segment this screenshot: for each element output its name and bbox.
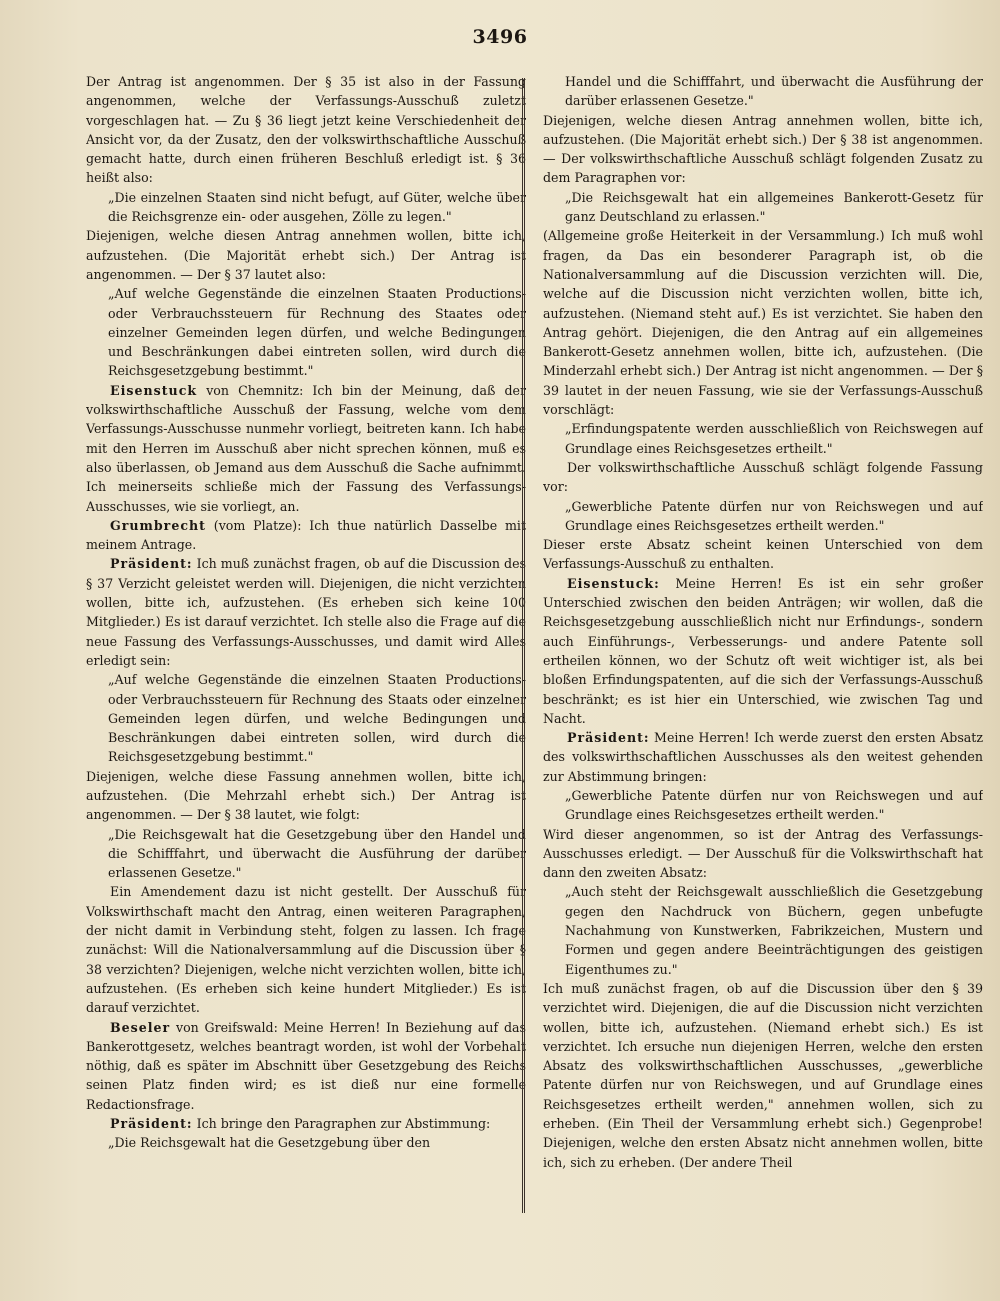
speech-paragraph [86, 1114, 526, 1133]
quoted-paragraph-text: „Auch steht der Reichsgewalt ausschließlich die Gesetzgebung gegen den Nachdruck von Büchern, gegen unbefugte Nachahmung von Kunstwerken, Fabrikzeichen, Mustern und Formen und gegen andere Beeinträchtigungen des geistigen Eigenthumes zu." [565, 884, 983, 977]
body-paragraph: Der Antrag ist angenommen. Der § 35 ist also in der Fassung angenommen, welche der Verfassungs-Ausschuß zuletzt vorgeschlagen hat. — Zu § 36 liegt jetzt keine Verschiedenheit der Ansicht vor, da der Zusatz, den der volkswirthschaftliche Ausschuß gemacht hatte, durch einen früheren Beschluß erledigt ist. § 36 heißt also: [86, 74, 526, 186]
quoted-paragraph-text: „Erfindungspatente werden ausschließlich von Reichswegen auf Grundlage eines Reichsgesetzes ertheilt." [565, 421, 983, 456]
speech-text: Ich bin der Meinung, daß der volkswirthschaftliche Ausschuß der Fassung, welche vom dem Verfassungs-Ausschusse nunmehr vorliegt, beitreten kann. Ich habe mit den Herren im Ausschuß aber nicht sprechen können, muß es also überlassen, ob Jemand aus dem Ausschuß die Sache aufnimmt. Ich meinerseits schließe mich der Fassung des Verfassungs-Ausschusses, wie sie vorliegt, an. [86, 382, 526, 514]
speaker-name: Beseler [110, 1019, 171, 1035]
quoted-paragraph-text: „Die einzelnen Staaten sind nicht befugt, auf Güter, welche über die Reichsgrenze ein- oder ausgehen, Zölle zu legen." [108, 189, 526, 225]
speech-paragraph [86, 1018, 526, 1114]
speaker-name: Eisenstuck: [567, 575, 660, 591]
speech-paragraph [543, 574, 983, 728]
quoted-paragraph-text: „Gewerbliche Patente dürfen nur von Reichswegen und auf Grundlage eines Reichsgesetzes ertheilt werden." [565, 787, 983, 823]
left-column [86, 72, 526, 1232]
body-paragraph: Diejenigen, welche diesen Antrag annehmen wollen, bitte ich, aufzustehen. (Die Majorität erhebt sich.) Der Antrag ist angenommen. — Der § 37 lautet also: [86, 228, 526, 282]
speaker-origin: (vom Platze): [205, 517, 302, 533]
speech-text: Ich bringe den Paragraphen zur Abstimmung: [192, 1116, 491, 1132]
speaker-name: Präsident: [110, 1116, 193, 1132]
speaker-name: Eisenstuck [110, 382, 198, 398]
quoted-paragraph-text: „Auf welche Gegenstände die einzelnen Staaten Productions- oder Verbrauchssteuern für Rechnung des Staats oder einzelner Gemeinden legen dürfen, und welche Bedingungen und Beschränkungen dabei eintreten sollen, wird durch die Reichsgesetzgebung bestimmt." [108, 672, 526, 765]
speech-text: Meine Herren! Es ist ein sehr großer Unterschied zwischen den beiden Anträgen; wir wollen, daß die Reichsgesetzgebung ausschließlich nicht nur Erfindungs-, sondern auch Einführungs-, Verbesserungs- und andere Patente soll ertheilen können, wo der Schutz oft weit wichtiger ist, als bei bloßen Erfindungspatenten, auf die sich der Verfassungs-Ausschuß beschränkt; es ist hier ein Unterschied, wie zwischen Tag und Nacht. [543, 575, 983, 726]
speech-text: Ich thue natürlich Dasselbe mit meinem Antrage. [86, 517, 526, 553]
speech-paragraph [86, 516, 526, 555]
body-paragraph: Diejenigen, welche diese Fassung annehmen wollen, bitte ich, aufzustehen. (Die Mehrzahl erhebt sich.) Der Antrag ist angenommen. — Der § 38 lautet, wie folgt: [86, 768, 526, 823]
column-divider [522, 78, 525, 1213]
body-paragraph: Ich muß zunächst fragen, ob auf die Discussion über den § 39 verzichtet wird. Diejenigen, die auf die Discussion nicht verzichten wollen, bitte ich, aufzustehen. (Niemand erhebt sich.) Es ist verzichtet. Ich ersuche nun diejenigen Herren, welche den ersten Absatz des volkswirthschaftlichen Ausschusses, „gewerbliche Patente dürfen nur von Reichswegen, und auf Grundlage eines Reichsgesetzes ertheilt werden," annehmen wollen, sich zu erheben. (Ein Theil der Versammlung erhebt sich.) Gegenprobe! Diejenigen, welche den ersten Absatz nicht annehmen wollen, bitte ich, sich zu erheben. (Der andere Theil [543, 980, 983, 1170]
speaker-name: Grumbrecht [110, 517, 206, 533]
body-paragraph: (Allgemeine große Heiterkeit in der Versammlung.) Ich muß wohl fragen, da Das ein besonderer Paragraph ist, ob die Nationalversammlung auf die Discussion verzichten will. Die, welche auf die Discussion nicht verzichten wollen, bitte ich, aufzustehen. (Niemand steht auf.) Es ist verzichtet. Sie haben den Antrag gehört. Diejenigen, die den Antrag auf ein allgemeines Bankerott-Gesetz annehmen wollen, bitte ich, aufzustehen. (Die Minderzahl erhebt sich.) Der Antrag ist nicht angenommen. — Der § 39 lautet in der neuen Fassung, wie sie der Verfassungs-Ausschuß vorschlägt: [543, 228, 983, 418]
speaker-origin: von Greifswald: [170, 1019, 278, 1035]
speaker-name: Präsident: [110, 556, 193, 572]
body-paragraph: Diejenigen, welche diesen Antrag annehmen wollen, bitte ich, aufzustehen. (Die Majorität erhebt sich.) Der § 38 ist angenommen. — Der volkswirthschaftliche Ausschuß schlägt folgenden Zusatz zu dem Paragraphen vor: [543, 112, 983, 186]
body-paragraph: Wird dieser angenommen, so ist der Antrag des Verfassungs-Ausschusses erledigt. — Der Ausschuß für die Volkswirthschaft hat dann den zweiten Absatz: [543, 826, 983, 881]
speech-paragraph [86, 381, 526, 516]
speech-text: Meine Herren! Ich werde zuerst den ersten Absatz des volkswirthschaftlichen Ausschusses als den weitest gehenden zur Abstimmung bringen: [543, 730, 983, 784]
quoted-paragraph-text: „Auf welche Gegenstände die einzelnen Staaten Productions- oder Verbrauchssteuern für Rechnung des Staates oder einzelner Gemeinden legen dürfen, und welche Bedingungen und Beschränkungen dabei eintreten sollen, wird durch die Reichsgesetzgebung bestimmt." [108, 286, 526, 379]
speaker-name: Präsident: [567, 730, 650, 746]
quoted-paragraph-text: Handel und die Schifffahrt, und überwacht die Ausführung der darüber erlassenen Gesetze." [565, 74, 983, 109]
quoted-paragraph-text: „Die Reichsgewalt hat die Gesetzgebung über den [108, 1135, 431, 1151]
quoted-paragraph-text: „Die Reichsgewalt hat die Gesetzgebung über den Handel und die Schifffahrt, und überwacht die Ausführung der darüber erlassenen Gesetze." [108, 826, 526, 881]
page-number: 3496 [472, 26, 528, 48]
body-paragraph: Ein Amendement dazu ist nicht gestellt. Der Ausschuß für Volkswirthschaft macht den Antrag, einen weiteren Paragraphen, der nicht damit in Verbindung steht, folgen zu lassen. Ich frage zunächst: Will die Nationalversammlung auf die Discussion über § 38 verzichten? Diejenigen, welche nicht verzichten wollen, bitte ich, aufzustehen. (Es erheben sich keine hundert Mitglieder.) Es ist darauf verzichtet. [86, 884, 526, 1016]
speech-text: Ich muß zunächst fragen, ob auf die Discussion des § 37 Verzicht geleistet werden will. Diejenigen, die nicht verzichten wollen, bitte ich, aufzustehen. (Es erheben sich keine 100 Mitglieder.) Es ist darauf verzichtet. Ich stelle also die Frage auf die neue Fassung des Verfassungs-Ausschusses, und damit wird Alles erledigt sein: [86, 556, 526, 668]
speech-text: Meine Herren! In Beziehung auf das Bankerottgesetz, welches beantragt worden, ist wohl der Vorbehalt nöthig, daß es später im Abschnitt über Gesetzgebung des Reichs seinen Platz finden wird; es ist dieß nur eine formelle Redactionsfrage. [86, 1019, 526, 1112]
quoted-paragraph-text: „Gewerbliche Patente dürfen nur von Reichswegen und auf Grundlage eines Reichsgesetzes ertheilt werden." [565, 498, 983, 533]
body-paragraph: Dieser erste Absatz scheint keinen Unterschied von dem Verfassungs-Ausschuß zu enthalten. [543, 537, 983, 572]
speaker-origin: von Chemnitz: [197, 382, 304, 398]
right-column [543, 72, 983, 1232]
body-paragraph: Der volkswirthschaftliche Ausschuß schlägt folgende Fassung vor: [543, 459, 983, 495]
speech-paragraph [543, 728, 983, 786]
speech-paragraph [86, 554, 526, 670]
quoted-paragraph-text: „Die Reichsgewalt hat ein allgemeines Bankerott-Gesetz für ganz Deutschland zu erlassen." [565, 189, 983, 225]
